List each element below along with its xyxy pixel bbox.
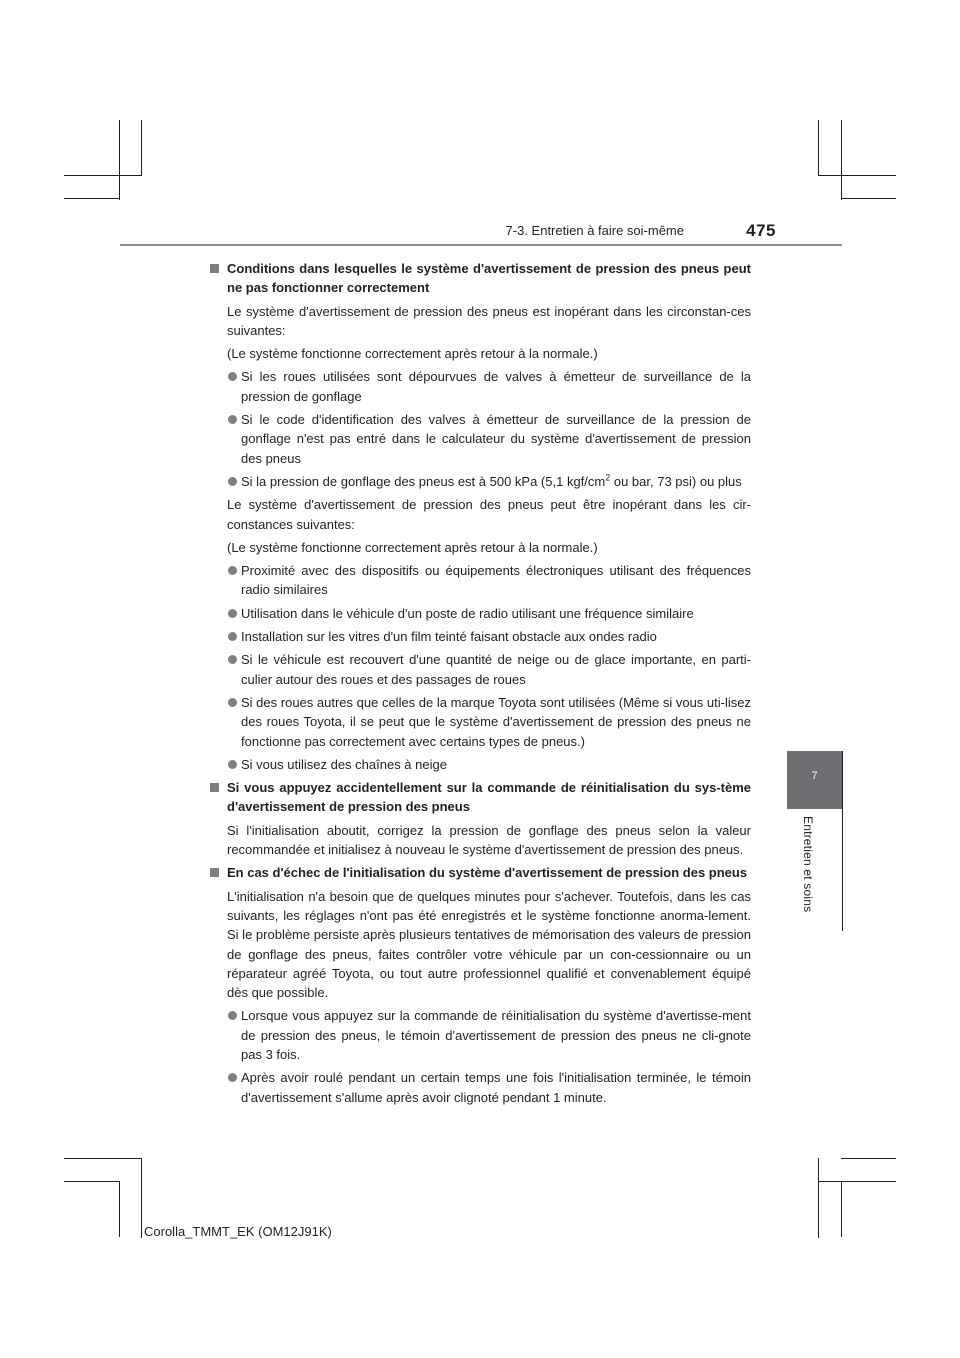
circle-bullet-icon xyxy=(228,609,237,618)
list-item xyxy=(210,627,751,646)
document-id: Corolla_TMMT_EK (OM12J91K) xyxy=(144,1224,332,1239)
list-item xyxy=(210,1006,751,1064)
list-item-text: Si les roues utilisées sont dépourvues de valves à émetteur de surveillance de la pression de gonflage xyxy=(241,369,751,404)
superscript: 2 xyxy=(605,472,611,483)
circle-bullet-icon xyxy=(228,566,237,575)
list-item xyxy=(210,693,751,751)
crop-mark xyxy=(119,1181,120,1237)
list-item xyxy=(210,604,751,623)
list-item-text: Si vous utilisez des chaînes à neige xyxy=(241,756,447,772)
circle-bullet-icon xyxy=(228,1073,237,1082)
section-heading-text: En cas d'échec de l'initialisation du système d'avertissement de pression des pneus xyxy=(227,865,748,881)
page-header xyxy=(120,218,842,246)
list-item-text: Après avoir roulé pendant un certain temps une fois l'initialisation terminée, le témoin d'avertissement s'allume après avoir clignoté pendant 1 minute. xyxy=(241,1070,751,1105)
crop-mark xyxy=(818,1158,819,1238)
crop-mark xyxy=(64,1158,142,1159)
paragraph: (Le système fonctionne correctement après retour à la normale.) xyxy=(227,539,598,555)
header-rule xyxy=(120,244,842,246)
page-number: 475 xyxy=(746,221,776,240)
crop-mark xyxy=(818,120,819,176)
list-item-text: Installation sur les vitres d'un film teinté faisant obstacle aux ondes radio xyxy=(241,629,657,645)
paragraph: (Le système fonctionne correctement après retour à la normale.) xyxy=(227,346,598,362)
crop-mark xyxy=(119,120,120,200)
square-bullet-icon xyxy=(210,868,219,877)
paragraph: Le système d'avertissement de pression des pneus est inopérant dans les circonstan-ces suivantes: xyxy=(227,303,751,338)
list-item xyxy=(210,367,751,406)
list-item xyxy=(210,650,751,689)
list-item-text: Si la pression de gonflage des pneus est à 500 kPa (5,1 kgf/cm xyxy=(241,473,606,489)
square-bullet-icon xyxy=(210,264,219,273)
paragraph: L'initialisation n'a besoin que de quelques minutes pour s'achever. Toutefois, dans les cas suivants, les réglages n'ont pas été enregistrés et le système fonctionne anorma-lement. Si le problème persiste après plusieurs tentatives de mémorisation des valeurs de pression de gonflage des pneus, faites contrôler votre véhicule par un con-cessionnaire ou un réparateur agréé Toyota, ou tout autre professionnel qualifié et convenablement équipé dès que possible. xyxy=(227,888,751,1001)
paragraph: Le système d'avertissement de pression des pneus peut être inopérant dans les cir-constances suivantes: xyxy=(227,497,751,532)
crop-mark xyxy=(64,198,120,199)
list-item xyxy=(210,410,751,468)
chapter-tab: 7 xyxy=(787,751,842,809)
section-heading-text: Si vous appuyez accidentellement sur la commande de réinitialisation du sys-tème d'avertissement de pression des pneus xyxy=(227,780,751,815)
crop-mark xyxy=(841,1181,842,1237)
section-heading xyxy=(210,259,751,298)
list-item-text: ou bar, 73 psi) ou plus xyxy=(610,473,742,489)
main-content xyxy=(210,255,751,1107)
crop-mark xyxy=(141,120,142,176)
section-heading xyxy=(210,778,751,817)
list-item-text: Si le code d'identification des valves à émetteur de surveillance de la pression de gonflage n'est pas entré dans le calculateur du système d'avertissement de pression des pneus xyxy=(241,412,751,466)
square-bullet-icon xyxy=(210,783,219,792)
crop-mark xyxy=(64,175,142,176)
list-item xyxy=(210,561,751,600)
section-heading-text: Conditions dans lesquelles le système d'avertissement de pression des pneus peut ne pas fonctionner correctement xyxy=(227,261,751,296)
crop-mark xyxy=(818,1181,896,1182)
crop-mark xyxy=(841,1158,896,1159)
circle-bullet-icon xyxy=(228,632,237,641)
circle-bullet-icon xyxy=(228,760,237,769)
list-item xyxy=(210,472,751,491)
paragraph: Si l'initialisation aboutit, corrigez la pression de gonflage des pneus selon la valeur recommandée et initialisez à nouveau le système d'avertissement de pression des pneus. xyxy=(227,822,751,858)
list-item-text: Proximité avec des dispositifs ou équipements électroniques utilisant des fréquences radio similaires xyxy=(241,563,751,598)
list-item-text: Si des roues autres que celles de la marque Toyota sont utilisées (Même si vous uti-lisez des roues Toyota, il se peut que le système d'avertissement de pression des pneus ne fonctionne pas correctement avec certains types de pneus.) xyxy=(241,694,751,749)
circle-bullet-icon xyxy=(228,698,237,707)
circle-bullet-icon xyxy=(228,477,237,486)
list-item xyxy=(210,755,751,774)
section-title: 7-3. Entretien à faire soi-même xyxy=(505,223,684,238)
chapter-rule xyxy=(842,751,843,931)
section-heading xyxy=(210,863,751,882)
crop-mark xyxy=(841,120,842,200)
circle-bullet-icon xyxy=(228,655,237,664)
circle-bullet-icon xyxy=(228,372,237,381)
crop-mark xyxy=(141,1158,142,1238)
crop-mark xyxy=(841,198,896,199)
list-item-text: Si le véhicule est recouvert d'une quantité de neige ou de glace importante, en parti-culier autour des roues et des passages de roues xyxy=(241,652,751,687)
list-item-text: Lorsque vous appuyez sur la commande de réinitialisation du système d'avertisse-ment de pression des pneus, le témoin d'avertissement de pression des pneus ne cli-gnote pas 3 fois. xyxy=(241,1008,751,1062)
crop-mark xyxy=(818,175,896,176)
list-item xyxy=(210,1068,751,1107)
list-item-text: Utilisation dans le véhicule d'un poste de radio utilisant une fréquence similaire xyxy=(241,605,694,621)
circle-bullet-icon xyxy=(228,415,237,424)
chapter-title: Entretien et soins xyxy=(801,816,815,913)
crop-mark xyxy=(64,1181,120,1182)
circle-bullet-icon xyxy=(228,1011,237,1020)
